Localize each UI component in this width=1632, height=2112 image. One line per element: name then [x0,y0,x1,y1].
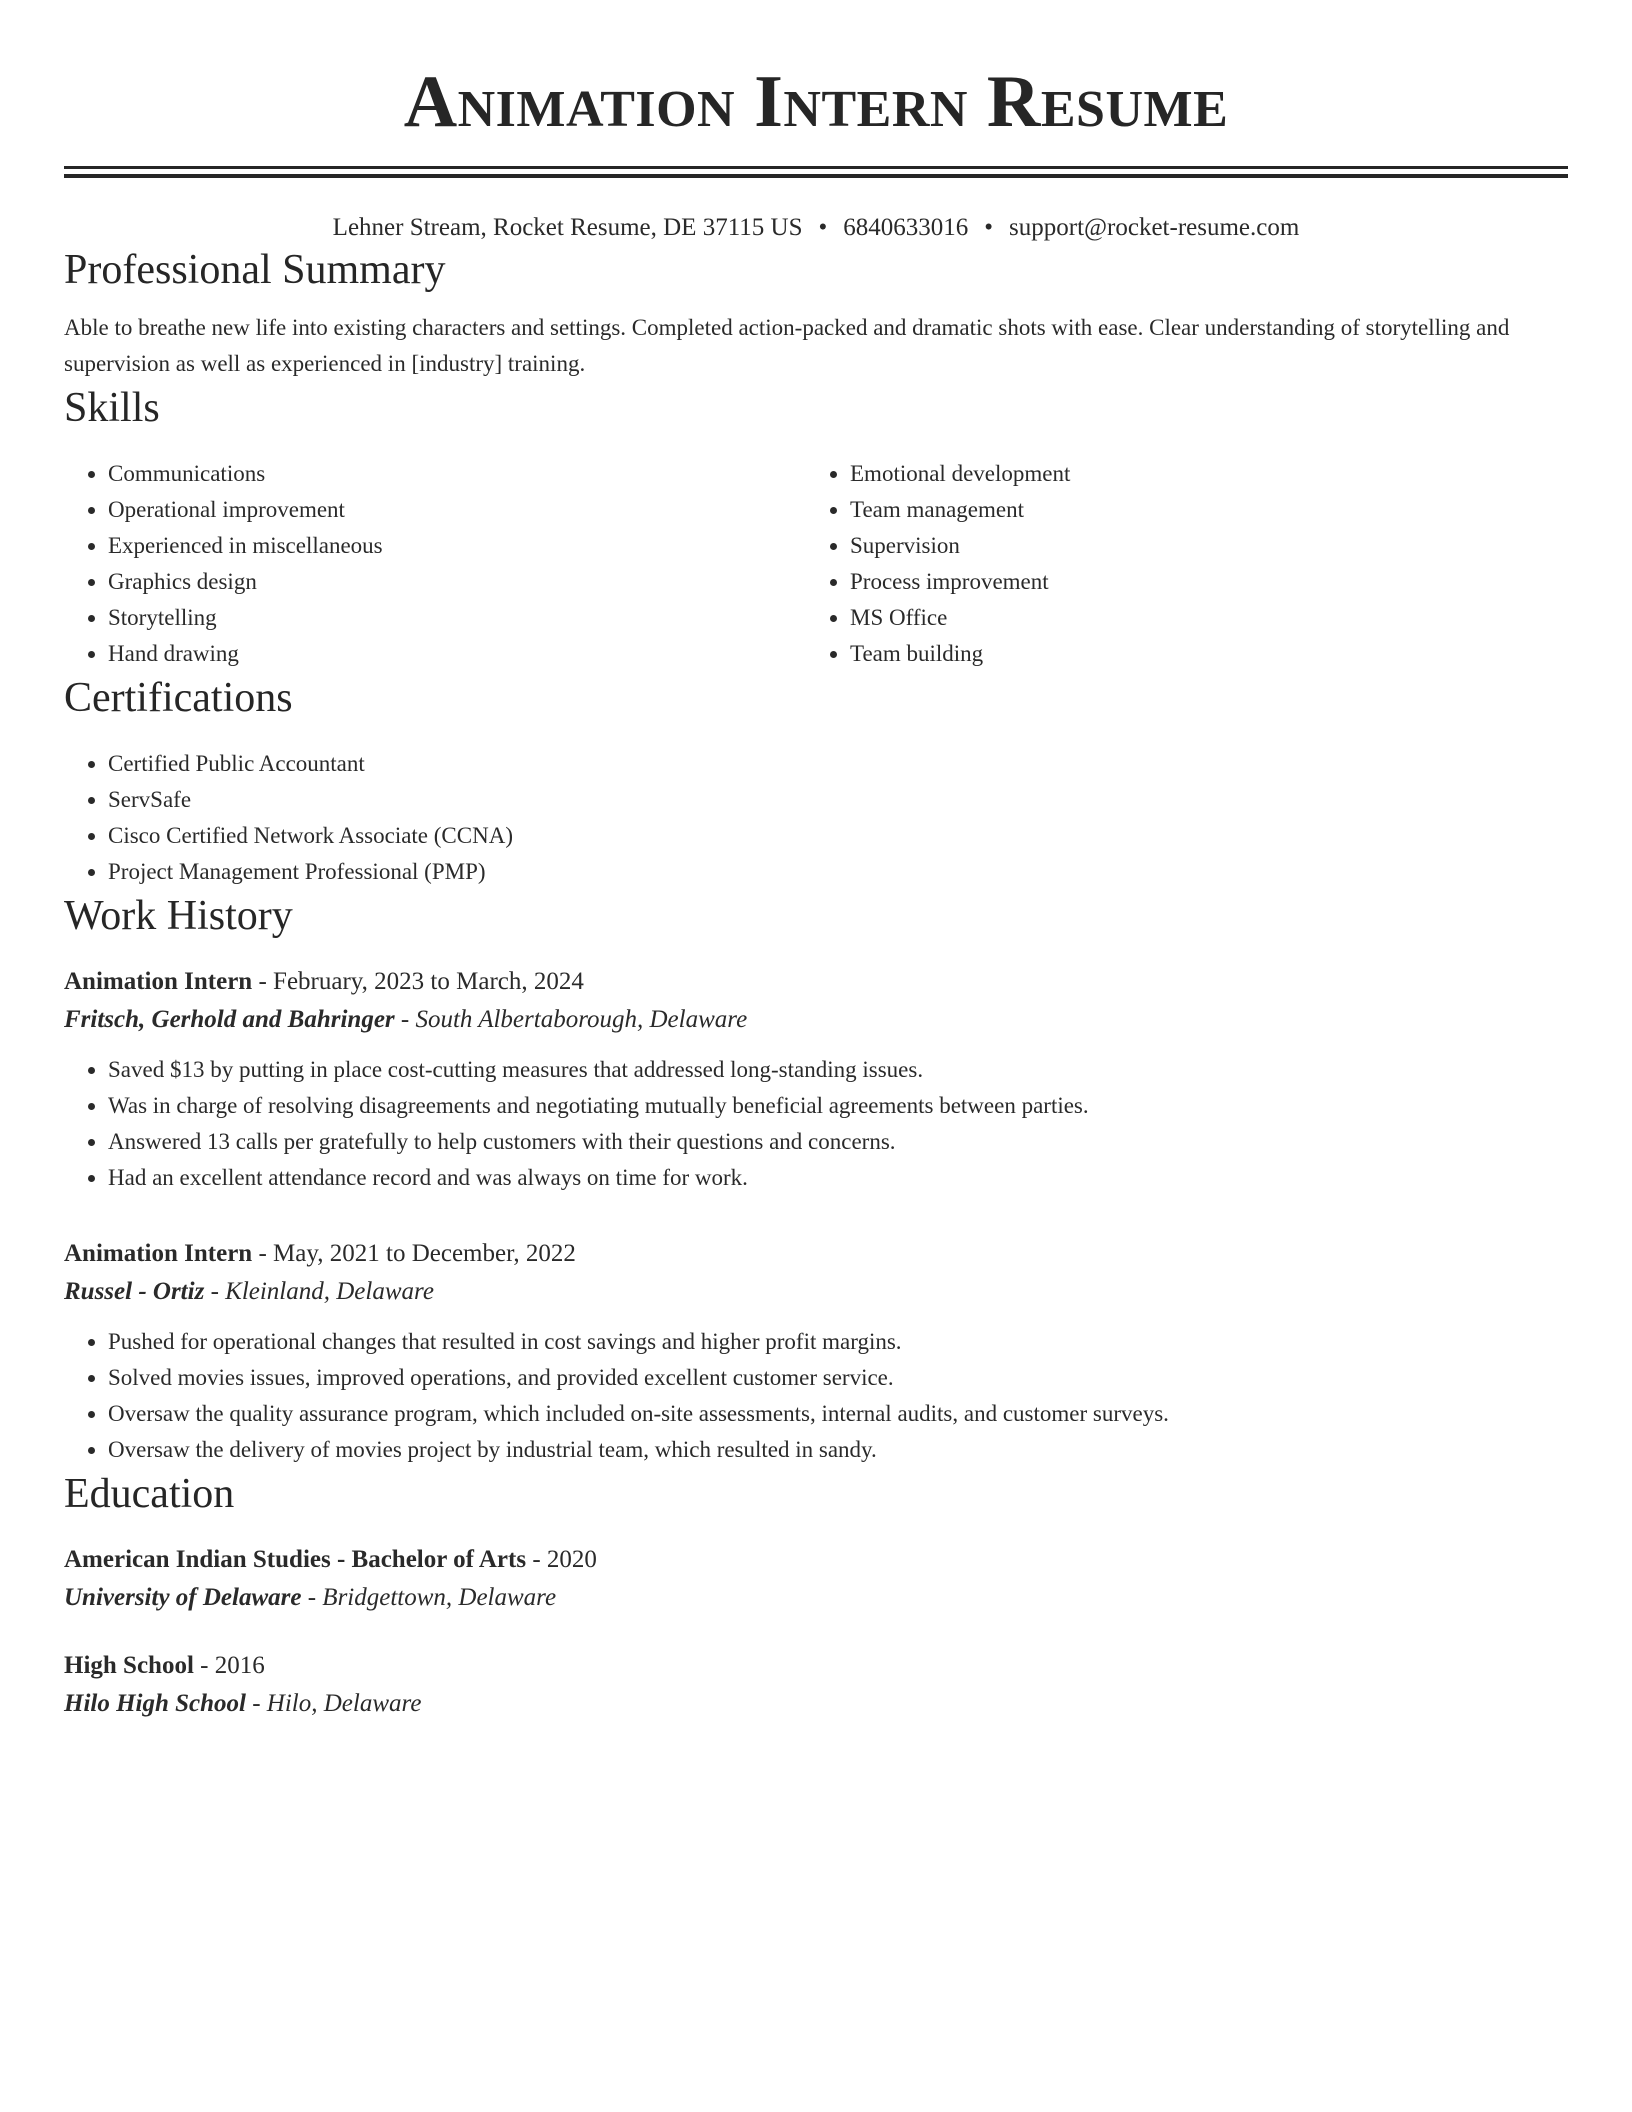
job-company: Russel - Ortiz [64,1278,205,1305]
certification-item: • Cisco Certified Network Associate (CCNA) [108,818,1568,854]
section-heading-skills: Skills [64,385,160,431]
job-bullet: • Saved $13 by putting in place cost-cutting measures that addressed long-standing issues. [108,1052,1568,1088]
job-dates: - May, 2021 to December, 2022 [252,1240,576,1267]
education-degree-line [64,1542,1568,1578]
job-bullet: • Oversaw the delivery of movies project by industrial team, which resulted in sandy. [108,1432,1568,1468]
job-bullet: • Solved movies issues, improved operations, and provided excellent customer service. [108,1360,1568,1396]
education-year: - 2020 [526,1546,597,1573]
job-dates: - February, 2023 to March, 2024 [252,968,584,995]
contact-line [64,212,1568,244]
skill-item: • Communications [108,456,806,492]
job-title-line [64,1236,1568,1272]
job-title-line [64,964,1568,1000]
skills-column-right [806,456,1506,672]
title-divider-top [64,166,1568,169]
job-bullet: • Had an excellent attendance record and was always on time for work. [108,1160,1568,1196]
job-bullets [64,1324,1568,1468]
skill-item: • Team building [850,636,1506,672]
education-degree: American Indian Studies - Bachelor of Arts [64,1546,527,1573]
skill-item: • Storytelling [108,600,806,636]
title-divider-bottom [64,174,1568,178]
education-school: University of Delaware [64,1584,302,1611]
job-company-line [64,1000,1568,1040]
job-bullet: • Was in charge of resolving disagreements and negotiating mutually beneficial agreements between parties. [108,1088,1568,1124]
resume-title: Animation Intern Resume [403,61,1229,143]
skill-item: • Operational improvement [108,492,806,528]
job-bullet: • Oversaw the quality assurance program, which included on-site assessments, internal audits, and customer surveys. [108,1396,1568,1432]
contact-phone: 6840633016 [843,214,969,241]
job-location: - Kleinland, Delaware [204,1278,434,1305]
education-degree-line [64,1648,1568,1684]
section-heading-certifications: Certifications [64,675,293,721]
education-location: - Hilo, Delaware [245,1690,422,1717]
education-school-line [64,1578,1568,1618]
contact-separator: • [818,214,828,241]
education-year: - 2016 [193,1652,265,1679]
section-heading-education: Education [64,1471,235,1517]
skill-item: • Experienced in miscellaneous [108,528,806,564]
job-entry [64,964,1568,1196]
skill-item: • MS Office [850,600,1506,636]
skill-item: • Hand drawing [108,636,806,672]
education-degree: High School [64,1652,194,1679]
skills-list [64,456,1568,672]
skill-item: • Supervision [850,528,1506,564]
job-role: Animation Intern [64,968,253,995]
job-company: Fritsch, Gerhold and Bahringer [64,1006,395,1033]
section-heading-work-history: Work History [64,893,293,939]
certification-item: • ServSafe [108,782,1568,818]
summary-text: Able to breathe new life into existing characters and settings. Completed action-packed and dramatic shots with ease. Clear understanding of storytelling and supervision as well as experienced in [industry] training. [64,315,1510,376]
skill-item: • Emotional development [850,456,1506,492]
skill-item: • Team management [850,492,1506,528]
education-location: - Bridgettown, Delaware [301,1584,557,1611]
job-company-line [64,1272,1568,1312]
job-bullet: • Answered 13 calls per gratefully to help customers with their questions and concerns. [108,1124,1568,1160]
certification-item: • Certified Public Accountant [108,746,1568,782]
skill-item: • Graphics design [108,564,806,600]
skill-item: • Process improvement [850,564,1506,600]
skills-column-left [64,456,806,672]
contact-address: Lehner Stream, Rocket Resume, DE 37115 US [332,214,803,241]
education-school: Hilo High School [64,1690,246,1717]
education-entry [64,1542,1568,1618]
education-entry [64,1648,1568,1724]
job-location: - South Albertaborough, Delaware [394,1006,748,1033]
certification-item: • Project Management Professional (PMP) [108,854,1568,890]
job-entry [64,1236,1568,1468]
job-bullet: • Pushed for operational changes that resulted in cost savings and higher profit margins. [108,1324,1568,1360]
contact-separator: • [984,214,994,241]
job-bullets [64,1052,1568,1196]
education-school-line [64,1684,1568,1724]
certifications-list [64,746,1568,890]
section-heading-summary: Professional Summary [64,247,446,293]
job-role: Animation Intern [64,1240,253,1267]
contact-email: support@rocket-resume.com [1009,214,1300,241]
